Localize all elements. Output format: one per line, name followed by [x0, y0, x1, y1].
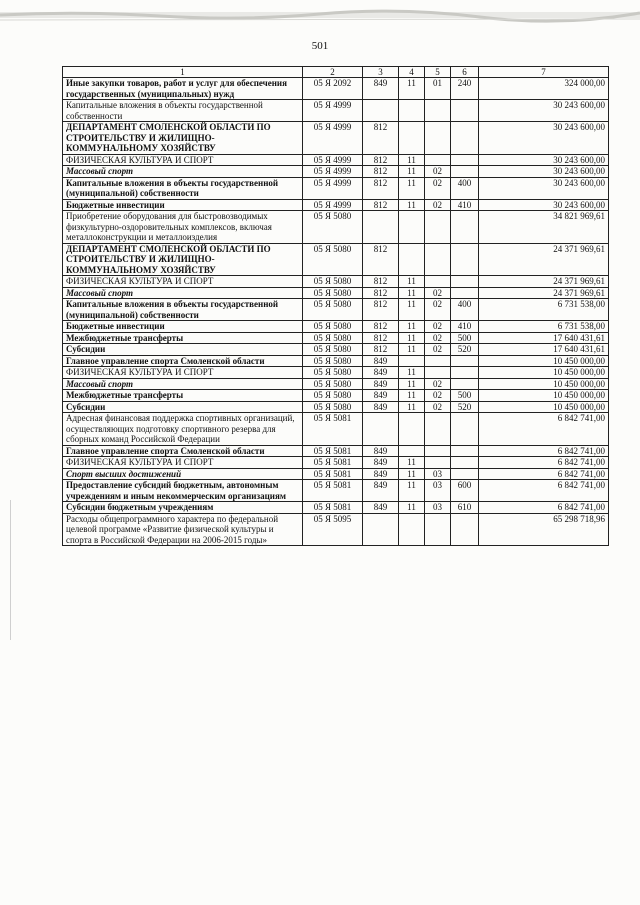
row-description: Капитальные вложения в объекты государственной (муниципальной) собственности [63, 299, 303, 321]
row-description: Предоставление субсидий бюджетным, автономным учреждениям и иным некоммерческим организациям [63, 480, 303, 502]
amount: 30 243 600,00 [479, 199, 609, 211]
section-code: 11 [399, 166, 425, 178]
header-cell: 7 [479, 67, 609, 78]
section-code: 11 [399, 457, 425, 469]
ministry-code: 849 [363, 457, 399, 469]
table-row [63, 299, 609, 321]
section-code: 11 [399, 287, 425, 299]
subsection-code [425, 243, 451, 276]
amount: 30 243 600,00 [479, 177, 609, 199]
row-description: Субсидии [63, 401, 303, 413]
subsection-code [425, 513, 451, 546]
subsection-code: 02 [425, 401, 451, 413]
ministry-code: 849 [363, 355, 399, 367]
section-code: 11 [399, 154, 425, 166]
row-description: Расходы общепрограммного характера по федеральной целевой программе «Развитие физической культуры и спорта в Российской Федерации на 2006-2015 годы» [63, 513, 303, 546]
ministry-code: 849 [363, 468, 399, 480]
target-code: 05 Я 5081 [303, 457, 363, 469]
budget-table [62, 66, 609, 546]
ministry-code [363, 100, 399, 122]
expense-type-code [451, 468, 479, 480]
row-description: Адресная финансовая поддержка спортивных организаций, осуществляющих подготовку спортивного резерва для сборных команд Российской Федерации [63, 413, 303, 446]
ministry-code: 849 [363, 480, 399, 502]
table-row [63, 287, 609, 299]
table-row [63, 199, 609, 211]
table-row [63, 367, 609, 379]
section-code: 11 [399, 367, 425, 379]
target-code: 05 Я 5080 [303, 243, 363, 276]
expense-type-code [451, 367, 479, 379]
subsection-code [425, 457, 451, 469]
target-code: 05 Я 5081 [303, 445, 363, 457]
subsection-code [425, 211, 451, 244]
expense-type-code [451, 287, 479, 299]
expense-type-code: 610 [451, 502, 479, 514]
expense-type-code [451, 211, 479, 244]
row-description: Капитальные вложения в объекты государственной собственности [63, 100, 303, 122]
expense-type-code [451, 445, 479, 457]
ministry-code [363, 211, 399, 244]
expense-type-code [451, 243, 479, 276]
target-code: 05 Я 4999 [303, 100, 363, 122]
subsection-code: 02 [425, 199, 451, 211]
row-description: ФИЗИЧЕСКАЯ КУЛЬТУРА И СПОРТ [63, 154, 303, 166]
ministry-code: 812 [363, 321, 399, 333]
row-description: Приобретение оборудования для быстровозводимых физкультурно-оздоровительных комплексов, включая металлоконструкции и металлоизделия [63, 211, 303, 244]
expense-type-code: 600 [451, 480, 479, 502]
subsection-code [425, 122, 451, 155]
ministry-code: 849 [363, 390, 399, 402]
amount: 6 731 538,00 [479, 299, 609, 321]
table-row [63, 468, 609, 480]
target-code: 05 Я 5080 [303, 287, 363, 299]
table-row [63, 378, 609, 390]
target-code: 05 Я 4999 [303, 177, 363, 199]
expense-type-code [451, 355, 479, 367]
subsection-code: 01 [425, 78, 451, 100]
target-code: 05 Я 5080 [303, 378, 363, 390]
amount: 30 243 600,00 [479, 154, 609, 166]
header-cell: 1 [63, 67, 303, 78]
target-code: 05 Я 4999 [303, 122, 363, 155]
subsection-code [425, 445, 451, 457]
expense-type-code: 500 [451, 332, 479, 344]
section-code: 11 [399, 480, 425, 502]
expense-type-code: 410 [451, 321, 479, 333]
section-code [399, 100, 425, 122]
subsection-code: 02 [425, 344, 451, 356]
amount: 30 243 600,00 [479, 122, 609, 155]
subsection-code: 02 [425, 299, 451, 321]
table-row [63, 457, 609, 469]
target-code: 05 Я 4999 [303, 199, 363, 211]
amount: 6 842 741,00 [479, 502, 609, 514]
row-description: Бюджетные инвестиции [63, 321, 303, 333]
target-code: 05 Я 5080 [303, 367, 363, 379]
section-code: 11 [399, 78, 425, 100]
ministry-code: 812 [363, 154, 399, 166]
row-description: Массовый спорт [63, 378, 303, 390]
amount: 6 842 741,00 [479, 480, 609, 502]
expense-type-code: 400 [451, 299, 479, 321]
target-code: 05 Я 5080 [303, 321, 363, 333]
table-header-row [63, 67, 609, 78]
row-description: ФИЗИЧЕСКАЯ КУЛЬТУРА И СПОРТ [63, 367, 303, 379]
section-code: 11 [399, 401, 425, 413]
row-description: Иные закупки товаров, работ и услуг для обеспечения государственных (муниципальных) нужд [63, 78, 303, 100]
amount: 17 640 431,61 [479, 344, 609, 356]
amount: 24 371 969,61 [479, 287, 609, 299]
ministry-code: 849 [363, 502, 399, 514]
header-cell: 3 [363, 67, 399, 78]
expense-type-code [451, 513, 479, 546]
section-code: 11 [399, 199, 425, 211]
ministry-code: 812 [363, 276, 399, 288]
ministry-code: 812 [363, 177, 399, 199]
section-code: 11 [399, 332, 425, 344]
target-code: 05 Я 5080 [303, 299, 363, 321]
table-row [63, 166, 609, 178]
table-row [63, 332, 609, 344]
section-code: 11 [399, 299, 425, 321]
table-row [63, 122, 609, 155]
row-description: ФИЗИЧЕСКАЯ КУЛЬТУРА И СПОРТ [63, 457, 303, 469]
section-code [399, 122, 425, 155]
expense-type-code: 520 [451, 344, 479, 356]
table-row [63, 413, 609, 446]
expense-type-code [451, 166, 479, 178]
subsection-code [425, 276, 451, 288]
section-code [399, 211, 425, 244]
section-code [399, 413, 425, 446]
row-description: ДЕПАРТАМЕНТ СМОЛЕНСКОЙ ОБЛАСТИ ПО СТРОИТЕЛЬСТВУ И ЖИЛИЩНО-КОММУНАЛЬНОМУ ХОЗЯЙСТВУ [63, 243, 303, 276]
section-code: 11 [399, 177, 425, 199]
expense-type-code [451, 154, 479, 166]
target-code: 05 Я 5080 [303, 332, 363, 344]
section-code: 11 [399, 344, 425, 356]
target-code: 05 Я 5080 [303, 390, 363, 402]
amount: 6 731 538,00 [479, 321, 609, 333]
ministry-code: 812 [363, 299, 399, 321]
section-code: 11 [399, 321, 425, 333]
amount: 10 450 000,00 [479, 401, 609, 413]
ministry-code: 812 [363, 166, 399, 178]
subsection-code: 02 [425, 390, 451, 402]
amount: 30 243 600,00 [479, 100, 609, 122]
table-row [63, 78, 609, 100]
ministry-code: 812 [363, 122, 399, 155]
amount: 24 371 969,61 [479, 276, 609, 288]
amount: 6 842 741,00 [479, 445, 609, 457]
expense-type-code: 500 [451, 390, 479, 402]
subsection-code [425, 355, 451, 367]
section-code: 11 [399, 378, 425, 390]
expense-type-code [451, 457, 479, 469]
row-description: Главное управление спорта Смоленской области [63, 355, 303, 367]
table-row [63, 390, 609, 402]
amount: 324 000,00 [479, 78, 609, 100]
amount: 65 298 718,96 [479, 513, 609, 546]
target-code: 05 Я 5080 [303, 344, 363, 356]
row-description: Главное управление спорта Смоленской области [63, 445, 303, 457]
expense-type-code [451, 378, 479, 390]
subsection-code: 03 [425, 468, 451, 480]
subsection-code: 02 [425, 177, 451, 199]
table-row [63, 243, 609, 276]
target-code: 05 Я 5080 [303, 211, 363, 244]
row-description: Капитальные вложения в объекты государственной (муниципальной) собственности [63, 177, 303, 199]
expense-type-code [451, 100, 479, 122]
ministry-code: 812 [363, 332, 399, 344]
table-row [63, 445, 609, 457]
row-description: ФИЗИЧЕСКАЯ КУЛЬТУРА И СПОРТ [63, 276, 303, 288]
row-description: Бюджетные инвестиции [63, 199, 303, 211]
subsection-code [425, 154, 451, 166]
section-code [399, 355, 425, 367]
section-code: 11 [399, 390, 425, 402]
row-description: Массовый спорт [63, 287, 303, 299]
table-row [63, 401, 609, 413]
section-code [399, 243, 425, 276]
amount: 17 640 431,61 [479, 332, 609, 344]
ministry-code: 812 [363, 199, 399, 211]
table-row [63, 513, 609, 546]
header-cell: 6 [451, 67, 479, 78]
amount: 30 243 600,00 [479, 166, 609, 178]
expense-type-code: 240 [451, 78, 479, 100]
scan-noise-band [0, 8, 640, 26]
table-row [63, 177, 609, 199]
table-row [63, 480, 609, 502]
amount: 24 371 969,61 [479, 243, 609, 276]
row-description: Межбюджетные трансферты [63, 390, 303, 402]
amount: 6 842 741,00 [479, 468, 609, 480]
table-row [63, 355, 609, 367]
table-row [63, 211, 609, 244]
target-code: 05 Я 5081 [303, 502, 363, 514]
subsection-code: 03 [425, 502, 451, 514]
ministry-code: 812 [363, 344, 399, 356]
ministry-code: 849 [363, 445, 399, 457]
row-description: Спорт высших достижений [63, 468, 303, 480]
header-cell: 2 [303, 67, 363, 78]
table-row [63, 276, 609, 288]
section-code: 11 [399, 502, 425, 514]
target-code: 05 Я 5080 [303, 401, 363, 413]
amount: 34 821 969,61 [479, 211, 609, 244]
expense-type-code [451, 122, 479, 155]
ministry-code [363, 513, 399, 546]
row-description: Массовый спорт [63, 166, 303, 178]
target-code: 05 Я 4999 [303, 166, 363, 178]
page-number: 501 [311, 40, 329, 52]
ministry-code: 849 [363, 367, 399, 379]
target-code: 05 Я 4999 [303, 154, 363, 166]
subsection-code: 03 [425, 480, 451, 502]
expense-type-code [451, 276, 479, 288]
section-code [399, 513, 425, 546]
header-cell: 4 [399, 67, 425, 78]
amount: 10 450 000,00 [479, 378, 609, 390]
ministry-code: 849 [363, 401, 399, 413]
subsection-code: 02 [425, 166, 451, 178]
section-code: 11 [399, 468, 425, 480]
amount: 6 842 741,00 [479, 413, 609, 446]
table-row [63, 502, 609, 514]
scan-margin-line [10, 500, 11, 640]
amount: 10 450 000,00 [479, 390, 609, 402]
amount: 10 450 000,00 [479, 355, 609, 367]
ministry-code: 812 [363, 287, 399, 299]
section-code: 11 [399, 276, 425, 288]
subsection-code [425, 413, 451, 446]
ministry-code [363, 413, 399, 446]
ministry-code: 849 [363, 78, 399, 100]
table-row [63, 321, 609, 333]
subsection-code [425, 367, 451, 379]
amount: 6 842 741,00 [479, 457, 609, 469]
subsection-code [425, 100, 451, 122]
target-code: 05 Я 5095 [303, 513, 363, 546]
table-row [63, 100, 609, 122]
row-description: ДЕПАРТАМЕНТ СМОЛЕНСКОЙ ОБЛАСТИ ПО СТРОИТЕЛЬСТВУ И ЖИЛИЩНО-КОММУНАЛЬНОМУ ХОЗЯЙСТВУ [63, 122, 303, 155]
target-code: 05 Я 2092 [303, 78, 363, 100]
subsection-code: 02 [425, 321, 451, 333]
row-description: Межбюджетные трансферты [63, 332, 303, 344]
expense-type-code: 520 [451, 401, 479, 413]
expense-type-code: 410 [451, 199, 479, 211]
target-code: 05 Я 5080 [303, 276, 363, 288]
expense-type-code: 400 [451, 177, 479, 199]
row-description: Субсидии [63, 344, 303, 356]
ministry-code: 849 [363, 378, 399, 390]
table-row [63, 344, 609, 356]
subsection-code: 02 [425, 378, 451, 390]
ministry-code: 812 [363, 243, 399, 276]
table-row [63, 154, 609, 166]
target-code: 05 Я 5081 [303, 468, 363, 480]
target-code: 05 Я 5080 [303, 355, 363, 367]
row-description: Субсидии бюджетным учреждениям [63, 502, 303, 514]
subsection-code: 02 [425, 332, 451, 344]
subsection-code: 02 [425, 287, 451, 299]
section-code [399, 445, 425, 457]
expense-type-code [451, 413, 479, 446]
target-code: 05 Я 5081 [303, 480, 363, 502]
target-code: 05 Я 5081 [303, 413, 363, 446]
header-cell: 5 [425, 67, 451, 78]
amount: 10 450 000,00 [479, 367, 609, 379]
